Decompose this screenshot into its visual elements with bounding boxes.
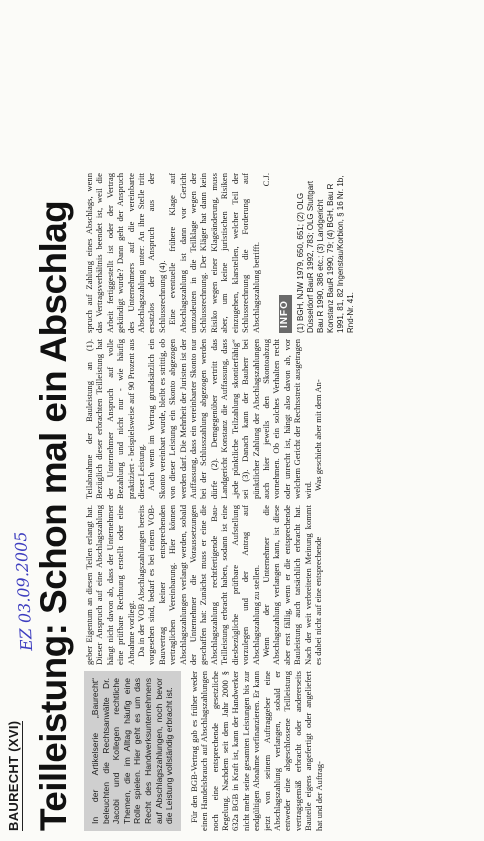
article-column-1	[84, 671, 472, 831]
info-references: (1) BGH, NJW 1979, 650, 651; (2) OLG Düsseldorf BauR 1992, 783; OLG Stuttgart Bau R 1990, 386 etc.; (3) Landgericht Konstanz BauR 1990, 79; (4) BGH, Bau R 1991, 81, 82 Ingenstau/Korbion, § 16 Nr. 1b, Rnd-Nr. 41.	[295, 175, 355, 333]
info-heading: INFO	[279, 295, 291, 333]
paragraph: Für den BGB-Vertrag gab es früher weder einen Handelsbrauch auf Abschlagszahlungen noch eine entsprechende gesetzliche Regelung. Nachdem seit dem Jahr 2000 § 632a BGB in Kraft ist, kann der Handwerker nicht mehr seine gesamten Leistungen bis zur endgültigen Abnahme vorfinanzieren. Er kann jetzt von seinem Auftraggeber eine Abschlagszahlung verlangen, sobald er entweder eine abgeschlossene Teilleistung vertragsgemäß erbracht oder andererseits Bauteile eigens angefertigt oder angeliefert hat und der Auftrag-	[188, 671, 324, 831]
paragraph: spruch auf Zahlung eines Abschlags, wenn das Vertragsverhältnis beendet ist, weil die Arbeit fertiggestellt ist oder der Vertrag gekündigt wurde? Dann geht der Anspruch des Unternehmers auf die vereinbarte Abschlagszahlung unter: An ihre Stelle tritt ersatzlos der Anspruch aus der Schlussrechnung (4).	[84, 173, 167, 333]
article-column-4	[84, 173, 472, 333]
paragraph: Eine eventuelle frühere Klage auf Abschlagszahlung ist dann vor Gericht umzudeuten in die Teilklage wegen der Schlussrechnung. Der Kläger hat dann kein Risiko wegen einer Klageänderung, muss aber, um keine juristischen Risiken einzugehen, klarstellen, welcher Teil der Schlussrechnung die Forderung auf Abschlagszahlung betrifft.	[167, 173, 261, 333]
paragraph: Auch wenn im Vertrag grundsätzlich ein Skonto vereinbart wurde, bleibt es strittig, ob von dieser Leistung ein Skonto abgezogen werden darf. Die Mehrheit der Juristen ist der Auffassung, dass ein vereinbarter Skonto nur bei der Schlusszahlung abgezogen werden dürfe (2). Demgegenüber vertritt das Landgericht Konstanz die Auffassung, dass „jede pünktliche Teilzahlung skontierfähig“ sei (3). Danach kann der Bauherr bei pünktlicher Zahlung der Abschlagszahlungen auch hier jeweils den Skontoabzug vornehmen. Ob ein solches Verhalten recht oder unrecht ist, hängt also davon ab, vor welchem Gericht der Rechtsstreit ausgetragen wird.	[146, 339, 313, 499]
paragraph: geber Eigentum an diesen Teilen erlangt hat. Dieser Anspruch auf eine Abschlagszahlung hängt nicht davon ab, dass der Unternehmer eine prüfbare Rechnung erstellt oder eine Abnahme vorliegt.	[84, 505, 136, 665]
article-headline: Teilleistung: Schon mal ein Abschlag	[33, 200, 74, 831]
intro-box: In der Artikelserie „Baurecht“ beleuchten die Rechtsanwälte Dr. Jacobi und Kollegen rechtliche Themen, die im Alltag häufig eine Rolle spielen. Hier geht es um das Recht des Handwerksunternehmens auf Abschlagszahlungen, noch bevor die Leistung vollständig erbracht ist.	[84, 671, 181, 831]
paragraph: Da in der VOB Abschlagszahlungen bereits vorgesehen sind, bedarf es bei einem VOB-Bauvertrag keiner entsprechenden vertraglichen Vereinbarung. Hier können Abschlagszahlungen verlangt werden, sobald der Unternehmer die Voraussetzungen geschaffen hat: Zunächst muss er eine die Abschlagszahlung rechtfertigende Bau-Teilleistung erbracht haben, sodann ist eine diesbezügliche prüfbare Aufstellung vorzulegen und der Antrag auf Abschlagszahlung zu stellen.	[136, 505, 261, 665]
paragraph: Teilabnahme der Bauleistung an (1). Bezüglich dieser erbrachten Teilleistung hat der Unternehmer Anspruch auf volle Bezahlung und nicht nur - wie häufig praktiziert - beispielsweise auf 90 Prozent aus dieser Leistung.	[84, 339, 147, 499]
paragraph: Wenn der Unternehmer die Abschlagszahlung verlangen kann, ist diese aber erst fällig, wenn er die entsprechende Bauleistung auch tatsächlich erbracht hat. Nach der weit verbreiteten Meinung kommt es dabei nicht auf eine entsprechende	[260, 505, 323, 665]
article-column-2	[84, 505, 472, 665]
handwritten-date-note: EZ 03.09.2005	[10, 531, 37, 652]
author-signature: C.J.	[260, 173, 271, 187]
paragraph: Was geschieht aber mit dem An-	[312, 379, 323, 491]
section-runner: BAURECHT (XVI)	[6, 720, 21, 831]
article-column-3	[84, 339, 472, 499]
